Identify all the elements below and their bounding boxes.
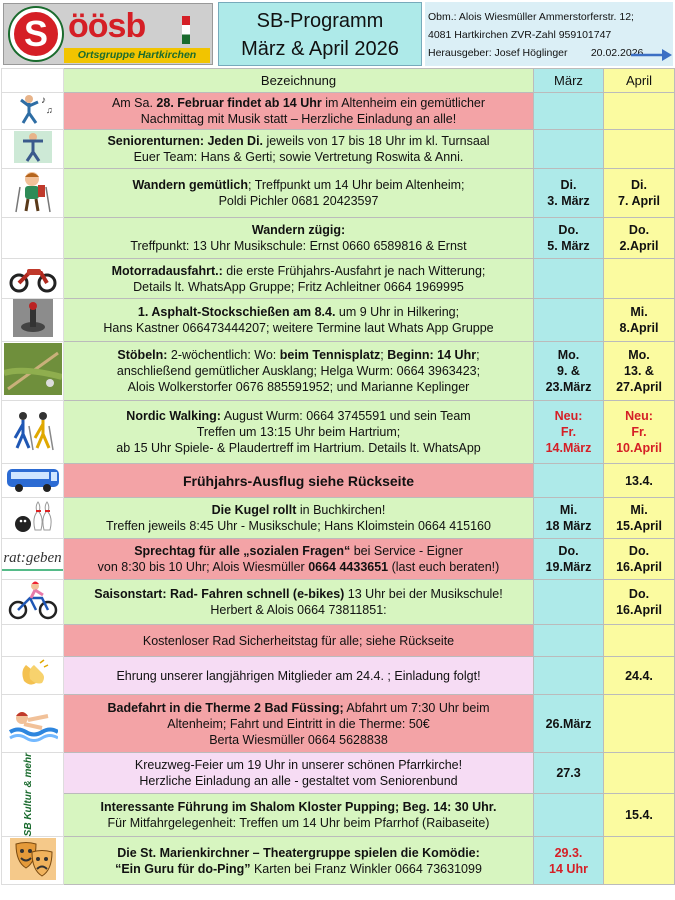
march-date — [534, 169, 604, 218]
april-date-line: 2.April — [619, 239, 659, 253]
cyclist-icon — [2, 580, 63, 624]
event-line — [66, 502, 531, 518]
row-icon-cell — [2, 498, 64, 539]
event-description — [64, 580, 534, 625]
event-text: ab 15 Uhr Spiele- & Plaudertreff im Hartrium. Details lt. WhatsApp — [116, 441, 481, 455]
curling-stone-icon — [2, 299, 63, 341]
event-line — [66, 424, 531, 440]
april-date — [604, 130, 675, 169]
logo-subtitle: Ortsgruppe Hartkirchen — [64, 48, 210, 63]
april-date-line: Mi. — [630, 503, 648, 517]
april-date-line: 10.April — [616, 441, 662, 455]
event-text: 1. Asphalt-Stockschießen am 8.4. — [137, 305, 336, 319]
program-table — [1, 68, 675, 885]
march-date — [534, 657, 604, 695]
march-date — [534, 753, 604, 794]
table-header-row — [2, 69, 675, 93]
march-date — [534, 539, 604, 580]
row-icon-cell — [2, 657, 64, 695]
march-date — [534, 401, 604, 464]
sb-kultur-side-label: SB Kultur & mehr — [22, 753, 34, 837]
april-date-line: 15.4. — [625, 808, 653, 823]
event-description — [64, 657, 534, 695]
table-row — [2, 695, 675, 753]
table-row — [2, 794, 675, 837]
event-text: 0664 4433651 — [308, 560, 389, 574]
april-date-line: 8.April — [619, 321, 659, 335]
event-text: Badefahrt in die Therme 2 Bad Füssing; — [107, 700, 344, 715]
event-line — [66, 347, 531, 363]
event-line — [66, 193, 531, 209]
event-line — [66, 111, 531, 127]
row-icon-cell — [2, 625, 64, 657]
event-text: “Ein Guru für do-Ping” — [115, 861, 251, 876]
swimmer-icon — [2, 702, 63, 746]
event-text: Treffen um 13:15 Uhr beim Hartrium; — [196, 425, 401, 439]
table-row — [2, 539, 675, 580]
event-line — [66, 263, 531, 279]
exercise-icon — [2, 130, 63, 168]
event-line — [66, 543, 531, 559]
march-date-line: Mo. — [557, 348, 580, 362]
march-date — [534, 464, 604, 498]
march-date-line: 27.3 — [556, 766, 581, 781]
april-date-line: 13. & — [624, 364, 654, 378]
april-date — [604, 218, 675, 259]
event-description — [64, 169, 534, 218]
march-date-line: 18 März — [545, 519, 592, 533]
event-description — [64, 464, 534, 498]
event-description — [64, 259, 534, 299]
event-line — [66, 633, 531, 649]
event-description — [64, 342, 534, 401]
event-text: Hans Kastner 066473444207; weitere Termine laut Whats App Gruppe — [103, 321, 494, 335]
march-date — [534, 130, 604, 169]
april-date-line: 16.April — [616, 560, 662, 574]
row-icon-cell — [2, 695, 64, 753]
march-date-line: Fr. — [560, 425, 577, 439]
theater-masks-icon — [2, 838, 63, 884]
april-date-line: 7. April — [618, 194, 660, 208]
april-date-line: 27.April — [616, 380, 662, 394]
event-line — [66, 845, 531, 861]
event-text: Seniorenturnen: Jeden Di. — [107, 134, 264, 148]
event-line — [66, 559, 531, 575]
table-row — [2, 580, 675, 625]
event-text: August Wurm: 0664 3745591 und sein Team — [220, 409, 471, 423]
event-line — [66, 440, 531, 456]
hiker-icon — [2, 169, 63, 217]
march-date — [534, 625, 604, 657]
march-date — [534, 580, 604, 625]
nordic-walking-icon — [2, 408, 63, 456]
april-date — [604, 695, 675, 753]
event-line — [66, 379, 531, 395]
event-text: ; — [380, 348, 388, 362]
row-icon-cell — [2, 539, 64, 580]
table-row — [2, 401, 675, 464]
event-text: Kreuzweg-Feier um 19 Uhr in unserer schönen Pfarrkirche! — [134, 758, 463, 773]
march-date-line: 14 Uhr — [549, 861, 588, 876]
row-icon-cell — [2, 837, 64, 885]
table-row — [2, 299, 675, 342]
event-text: Für Mitfahrgelegenheit: Treffen um 14 Uhr beim Pfarrhof (Raibaseite) — [107, 816, 490, 831]
april-date — [604, 498, 675, 539]
event-text: Wandern zügig: — [251, 223, 346, 237]
event-text: Herzliche Einladung an alle - gestaltet vom Seniorenbund — [139, 774, 458, 789]
svg-text:♪: ♪ — [40, 95, 46, 106]
march-date — [534, 695, 604, 753]
grass-icon — [2, 343, 63, 399]
march-date-line: Do. — [558, 223, 579, 237]
issue-date: 20.02.2026 — [590, 47, 644, 59]
march-date — [534, 794, 604, 837]
event-line — [66, 222, 531, 238]
event-line — [66, 799, 531, 815]
april-date — [604, 342, 675, 401]
april-date-line: 24.4. — [625, 668, 653, 683]
row-icon-cell — [2, 130, 64, 169]
april-date — [604, 464, 675, 498]
april-date — [604, 837, 675, 885]
march-date-line: Di. — [560, 178, 577, 192]
event-description — [64, 299, 534, 342]
page-header — [0, 0, 675, 68]
event-text: 13 Uhr bei der Musikschule! — [344, 587, 503, 601]
event-text: Herbert & Alois 0664 73811851: — [210, 603, 387, 617]
april-date — [604, 625, 675, 657]
table-row — [2, 657, 675, 695]
april-date-line: Mi. — [630, 305, 648, 319]
event-text: 2-wöchentlich: Wo: — [167, 348, 280, 362]
logo-wordmark: öösb — [68, 7, 146, 45]
row-icon-cell — [2, 580, 64, 625]
event-text: ; — [476, 348, 480, 362]
april-date — [604, 93, 675, 130]
svg-text:♫: ♫ — [45, 105, 53, 115]
event-text: Die Kugel rollt — [211, 503, 297, 517]
event-line — [66, 518, 531, 534]
event-line — [66, 716, 531, 732]
event-description — [64, 753, 534, 794]
march-date-line: 26.März — [545, 716, 592, 731]
march-date — [534, 299, 604, 342]
event-line — [66, 279, 531, 295]
march-date — [534, 218, 604, 259]
event-line — [66, 700, 531, 716]
event-line — [66, 408, 531, 424]
event-text: Nordic Walking: — [126, 409, 221, 423]
march-date-line: 9. & — [557, 364, 580, 378]
event-text: Alois Wolkerstorfer 0676 885591952; und Marianne Keplinger — [127, 380, 470, 394]
event-text: die erste Frühjahrs-Ausfahrt je nach Witterung; — [222, 263, 486, 278]
april-date — [604, 539, 675, 580]
event-text: Treffen jeweils 8:45 Uhr - Musikschule; Hans Kloimstein 0664 415160 — [106, 519, 491, 533]
april-date — [604, 259, 675, 299]
event-text: Details lt. WhatsApp Gruppe; Fritz Achleitner 0664 1969995 — [133, 279, 464, 294]
event-line — [66, 668, 531, 684]
row-icon-cell — [2, 93, 64, 130]
event-line — [66, 602, 531, 618]
april-date-line: Mo. — [628, 348, 650, 362]
event-line — [66, 149, 531, 165]
march-date-line: 5. März — [547, 239, 590, 253]
title-line-1: SB-Programm — [256, 10, 384, 32]
april-date-line: 13.4. — [625, 473, 653, 488]
row-icon-cell — [2, 753, 64, 837]
march-date-line: 29.3. — [554, 845, 583, 860]
april-date — [604, 169, 675, 218]
event-description — [64, 794, 534, 837]
april-date-line: Do. — [628, 587, 650, 601]
event-line — [66, 177, 531, 193]
publisher: Herausgeber: Josef Höglinger — [428, 47, 568, 59]
table-row — [2, 169, 675, 218]
event-text: Saisonstart: Rad- Fahren schnell (e-bikes) — [94, 587, 345, 601]
event-description — [64, 837, 534, 885]
april-date — [604, 657, 675, 695]
april-date-line: Neu: — [625, 409, 653, 423]
column-header-march: März — [534, 69, 604, 93]
march-date — [534, 93, 604, 130]
april-date — [604, 580, 675, 625]
event-line — [66, 473, 531, 489]
march-date — [534, 837, 604, 885]
austria-flag-icon — [182, 16, 190, 44]
table-row — [2, 837, 675, 885]
march-date — [534, 498, 604, 539]
event-description — [64, 93, 534, 130]
table-row — [2, 753, 675, 794]
event-text: Beginn: 14 Uhr — [387, 348, 477, 362]
event-text: bei Service - Eigner — [350, 544, 463, 558]
dancing-person-icon — [2, 93, 63, 129]
column-header-april: April — [604, 69, 675, 93]
march-date — [534, 342, 604, 401]
event-text: Am Sa. — [111, 96, 157, 110]
row-icon-cell — [2, 218, 64, 259]
event-text: Berta Wiesmüller 0664 5628838 — [209, 732, 388, 747]
event-text: Treffpunkt: 13 Uhr Musikschule: Ernst 0660 6589816 & Ernst — [130, 239, 467, 253]
event-text: Ehrung unserer langjährigen Mitglieder am 24.4. ; Einladung folgt! — [116, 668, 481, 683]
event-description — [64, 625, 534, 657]
event-description — [64, 130, 534, 169]
april-date-line: Fr. — [631, 425, 647, 439]
april-date — [604, 401, 675, 464]
table-row — [2, 218, 675, 259]
event-text: Die St. Marienkirchner – Theatergruppe spielen die Komödie: — [117, 845, 480, 860]
event-text: in Buchkirchen! — [296, 503, 386, 517]
row-icon-cell — [2, 299, 64, 342]
row-icon-cell — [2, 169, 64, 218]
event-line — [66, 861, 531, 877]
row-icon-cell — [2, 464, 64, 498]
column-header-desc: Bezeichnung — [64, 69, 534, 93]
event-text: Kostenloser Rad Sicherheitstag für alle; siehe Rückseite — [142, 633, 455, 648]
march-date — [534, 259, 604, 299]
event-description — [64, 498, 534, 539]
table-row — [2, 464, 675, 498]
event-text: um 9 Uhr in Hilkering; — [335, 305, 460, 319]
april-date-line: 15.April — [616, 519, 662, 533]
icon-column-header — [2, 69, 64, 93]
april-date — [604, 753, 675, 794]
march-date-line: Mi. — [559, 503, 578, 517]
event-text: Altenheim; Fahrt und Eintritt in die Therme: 50€ — [167, 716, 430, 731]
info-line-2: 4081 Hartkirchen ZVR-Zahl 959101747 — [428, 29, 612, 41]
event-text: Motorradausfahrt.: — [111, 263, 223, 278]
arrow-right-icon — [629, 48, 673, 62]
april-date-line: Do. — [628, 223, 650, 237]
april-date — [604, 299, 675, 342]
program-title — [218, 2, 422, 66]
row-icon-cell — [2, 401, 64, 464]
event-text: Interessante Führung im Shalom Kloster Pupping; Beg. 14: 30 Uhr. — [100, 800, 497, 815]
table-row — [2, 130, 675, 169]
ratgeben-logo: rat:geben — [2, 547, 63, 571]
table-row — [2, 342, 675, 401]
march-date-line: 19.März — [545, 560, 592, 574]
event-text: Sprechtag für alle „sozialen Fragen“ — [134, 544, 351, 558]
april-date — [604, 794, 675, 837]
event-line — [66, 238, 531, 254]
event-text: 28. Februar findet ab 14 Uhr — [156, 96, 322, 110]
event-line — [66, 815, 531, 831]
april-date-line: Di. — [631, 178, 647, 192]
table-row — [2, 625, 675, 657]
info-line-1: Obm.: Alois Wiesmüller Ammerstorferstr. 12; — [428, 11, 634, 23]
title-line-2: März & April 2026 — [241, 38, 399, 60]
table-row — [2, 93, 675, 130]
event-text: beim Tennisplatz — [279, 348, 381, 362]
bus-icon — [2, 465, 63, 497]
event-text: Abfahrt um 7:30 Uhr beim — [343, 700, 490, 715]
april-date-line: 16.April — [616, 603, 662, 617]
event-line — [66, 320, 531, 336]
event-description — [64, 539, 534, 580]
event-description — [64, 401, 534, 464]
event-line — [66, 363, 531, 379]
event-text: Nachmittag mit Musik statt – Herzliche Einladung an alle! — [140, 112, 457, 126]
row-icon-cell — [2, 259, 64, 299]
event-text: Stöbeln: — [117, 348, 168, 362]
april-date-line: Do. — [628, 544, 650, 558]
table-row — [2, 259, 675, 299]
table-row — [2, 498, 675, 539]
event-text: jeweils von 17 bis 18 Uhr im kl. Turnsaal — [263, 134, 490, 148]
oesb-logo — [3, 3, 213, 65]
motorcycle-icon — [2, 261, 63, 297]
march-date-line: Do. — [558, 544, 579, 558]
event-text: Poldi Pichler 0681 20423597 — [218, 194, 379, 208]
event-text: Frühjahrs-Ausflug siehe Rückseite — [182, 472, 415, 489]
event-line — [66, 732, 531, 748]
event-description — [64, 695, 534, 753]
event-description — [64, 218, 534, 259]
march-date-line: 3. März — [547, 194, 590, 208]
event-text: ; Treffpunkt um 14 Uhr beim Altenheim; — [247, 178, 465, 192]
row-icon-cell — [2, 342, 64, 401]
event-line — [66, 773, 531, 789]
event-line — [66, 757, 531, 773]
event-text: von 8:30 bis 10 Uhr; Alois Wiesmüller — [97, 560, 309, 574]
event-text: (last euch beraten!) — [388, 560, 500, 574]
event-text: Wandern gemütlich — [132, 178, 248, 192]
event-line — [66, 95, 531, 111]
march-date-line: 14.März — [545, 441, 592, 455]
event-text: Karten bei Franz Winkler 0664 73631099 — [250, 861, 482, 876]
event-line — [66, 133, 531, 149]
logo-s-emblem: S — [10, 8, 62, 60]
event-line — [66, 304, 531, 320]
march-date-line: 23.März — [545, 380, 592, 394]
bowling-icon — [2, 498, 63, 538]
clapping-hands-icon — [2, 659, 63, 693]
event-line — [66, 586, 531, 602]
event-text: anschließend gemütlicher Ausklang; Helga Wurm: 0664 3963423; — [116, 364, 481, 378]
event-text: Euer Team: Hans & Gerti; sowie Vertretung Roswita & Anni. — [133, 150, 464, 164]
event-text: im Altenheim ein gemütlicher — [321, 96, 486, 110]
march-date-line: Neu: — [554, 409, 583, 423]
